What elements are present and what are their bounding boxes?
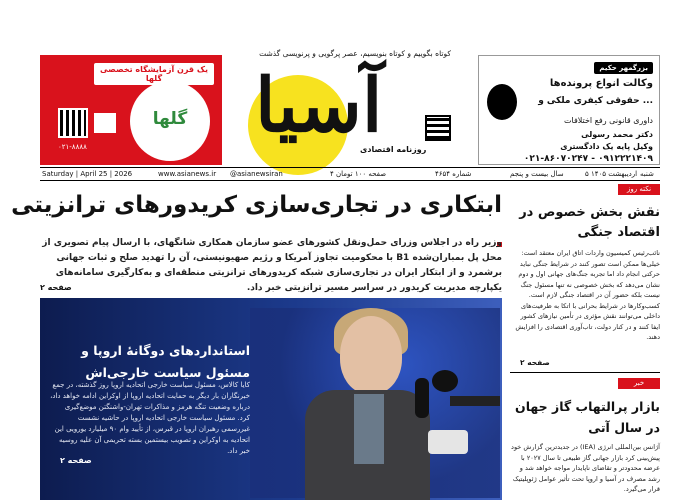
microphone-icon (450, 396, 500, 406)
right-story-1-body: نائب‌رئیس کمیسیون واردات اتاق ایران معتقد است: خیلی‌ها ممکن است تصور کنند در شرایط جنگی نباید حرکتی انجام داد اما تجربه جنگ‌های جهانی اول و دوم نشان می‌دهد که بخش خصوصی نه تنها مسئول جنگ نیست بلکه حضور آن در اقتصاد جنگی لازم است. کسب‌وکارها در شرایط بحرانی با اتکا به ظرفیت‌های داخلی می‌توانند نقش مؤثری در تأمین نیازهای کشور ایفا کنند و در کنار دولت، تاب‌آوری اقتصادی را افزایش دهند. (515, 249, 660, 341)
tag-news: خبر (618, 378, 660, 389)
date-fa: ۵ اردیبهشت ۱۴۰۵ (585, 170, 638, 178)
right-story-2-body: آژانس بین‌المللی انرژی (IEA) در جدیدترین گزارش خود پیش‌بینی کرد بازار جهانی گاز طبیعی تا سال ۲۰۲۷ با عرضه محدودتر و تقاضای ناپایدار مواجه خواهد شد و رشد مصرف در آسیا و اروپا تحت تأثیر عوامل ژئوپلیتیک قرار می‌گیرد. (511, 443, 660, 493)
masthead-qr-code-icon (425, 115, 451, 141)
advertisement-left (40, 55, 222, 165)
microphone-icon (428, 430, 468, 454)
advertisement-right (478, 55, 660, 165)
ad-left-tagline: یک قرن آزمایشگاه تخصصی گلها (94, 63, 214, 85)
issue-number: شماره ۴۶۵۴ (435, 170, 472, 178)
microphone-icon (432, 370, 458, 392)
qr-code-icon (60, 110, 86, 136)
photo-story-headline[interactable]: استانداردهای دوگانهٔ اروپا و مسئول سیاست خارجی‌اش (81, 343, 250, 380)
instagram-handle[interactable]: @asianewsiran (230, 170, 283, 178)
masthead-title: آسیا (255, 63, 383, 149)
photo-story-page-ref[interactable]: صفحه ۲ (60, 456, 92, 465)
ad-right-line4: وکیل پایه یک دادگستری (560, 142, 653, 151)
scales-of-justice-icon (487, 84, 517, 120)
ad-right-line1: حقوقی کیفری ملکی و ... (538, 96, 653, 106)
ad-right-line2: داوری قانونی رفع اختلافات (563, 116, 653, 125)
ad-right-badge: بزرگمهر حکیم (594, 62, 653, 74)
right-story-2-headline[interactable]: بازار پرالتهاب گاز جهان در سال آتی (515, 399, 660, 435)
person-shirt (354, 394, 384, 464)
masthead-slogan: کوتاه بگوییم و کوتاه بنویسیم، عصر پرگویی و پرنویسی گذشت (259, 49, 451, 58)
main-body: وزیر راه در اجلاس وزرای حمل‌ونقل کشورهای عضو سازمان همکاری شانگهای، با ارسال پیام تصویری از محل پل بمباران‌شده B1 با محکومیت تجاوز آمریکا و رژیم صهیونیستی، آن را تهدید صلح و ثبات جهانی برشمرد و از ابتکار ایران در تجاری‌سازی شبکه کریدورهای ترانزیتی منطقه‌ای و به‌کارگیری سامانه‌های یکپارچه مدیریت کریدور در سراسر مسیر ترانزیتی خبر داد. (42, 238, 502, 293)
date-bar (40, 167, 660, 181)
photo-story-body: کایا کالاس، مسئول سیاست خارجی اتحادیه اروپا روز گذشته، در جمع خبرنگاران بار دیگر به حمایت اتحادیه اروپا از اوکراین ادامه خواهد داد، درباره وضعیت تنگه هرمز و مذاکرات تهران-واشنگتن موضع‌گیری کرد. مسئول سیاست خارجی اتحادیه اروپا در حاشیه نشست غیررسمی رهبران اروپا در قبرس، از تأیید وام ۹۰ میلیارد یورویی این اتحادیه به اوکراین و تصویب بیستمین بسته تحریمی آن علیه روسیه خبر داد. (50, 381, 250, 455)
ad-left-brand: گلها (152, 109, 188, 129)
year-number: سال بیست و پنجم (510, 170, 564, 178)
main-page-ref[interactable]: صفحه ۲ (40, 283, 72, 292)
date-en: Saturday | April 25 | 2026 (42, 170, 133, 178)
ad-right-phones: ۰۲۱-۸۶۰۷۰۲۴۷ - ۰۹۱۲۲۲۱۴۰۹ (523, 154, 653, 164)
website-link[interactable]: www.asianews.ir (158, 170, 217, 178)
microphone-icon (415, 378, 429, 418)
masthead (230, 45, 470, 170)
unesco-logo-icon (94, 113, 116, 133)
masthead-subtitle: روزنامه اقتصادی (360, 145, 427, 154)
right-story-1-headline[interactable]: نقش بخش خصوص در اقتصاد جنگی (519, 205, 660, 240)
ad-right-line3: دکتر محمد رسولی (581, 130, 653, 139)
ad-right-headline: وکالت انواع پرونده‌ها (549, 78, 653, 89)
pages-price: ۴ صفحه ۱۰۰ تومان (330, 170, 387, 178)
ad-left-phone: ۰۲۱-۸۸۸۸ (58, 143, 87, 151)
column-divider (510, 372, 660, 373)
tag-note-of-day: نکته روز (618, 184, 660, 195)
weekday: شنبه (640, 170, 654, 178)
right-story-1-page-ref[interactable]: صفحه ۲ (520, 358, 550, 367)
ad-left-site: golhaco (155, 148, 179, 155)
person-face (340, 316, 402, 394)
main-headline[interactable]: ابتکاری در تجاری‌سازی کریدورهای ترانزیتی (11, 192, 502, 218)
